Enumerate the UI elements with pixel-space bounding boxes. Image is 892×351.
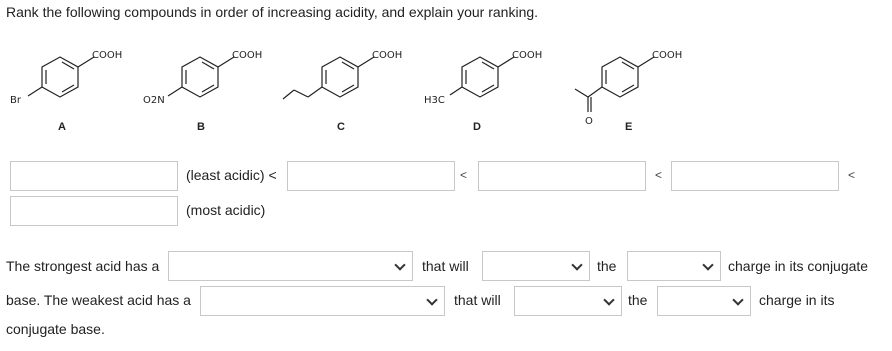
less-than-sign-3: < xyxy=(848,168,856,182)
chevron-down-icon xyxy=(702,259,713,270)
rank-box-2[interactable] xyxy=(287,161,455,191)
chevron-down-icon xyxy=(732,294,743,305)
compound-b-cooh: COOH xyxy=(232,50,263,61)
rank-box-3[interactable] xyxy=(478,161,646,191)
least-acidic-label: (least acidic) < xyxy=(186,167,277,183)
compound-c-structure xyxy=(283,57,374,99)
compound-d-letter: D xyxy=(473,121,481,133)
explanation-text-4: charge in its conjugate xyxy=(728,258,869,274)
chevron-down-icon xyxy=(571,259,582,270)
chevron-down-icon xyxy=(394,259,405,270)
compound-c-letter: C xyxy=(337,121,345,133)
chevron-down-icon xyxy=(603,294,614,305)
compound-d-structure xyxy=(450,57,514,97)
compound-a-structure xyxy=(28,57,94,97)
compound-a-letter: A xyxy=(58,121,66,133)
explanation-text-9: conjugate base. xyxy=(6,321,105,337)
compound-b-letter: B xyxy=(197,121,205,133)
chevron-down-icon xyxy=(426,294,437,305)
less-than-sign-1: < xyxy=(460,168,468,182)
compound-d-cooh: COOH xyxy=(512,50,543,61)
compound-e-structure xyxy=(575,57,654,112)
compound-e-cooh: COOH xyxy=(652,50,683,61)
less-than-sign-2: < xyxy=(655,168,663,182)
weakest-acid-charge-select[interactable] xyxy=(657,286,751,316)
compound-d-substituent: H3C xyxy=(424,95,445,106)
rank-box-5[interactable] xyxy=(10,196,178,226)
explanation-text-7: the xyxy=(628,292,648,308)
question-text: Rank the following compounds in order of increasing acidity, and explain your ranking. xyxy=(6,4,539,20)
rank-box-1[interactable] xyxy=(10,161,178,191)
explanation-text-2: that will xyxy=(422,258,469,274)
strongest-acid-feature-select[interactable] xyxy=(168,251,413,281)
compound-e-letter: E xyxy=(625,121,633,133)
compound-c-cooh: COOH xyxy=(372,50,403,61)
rank-box-4[interactable] xyxy=(671,161,839,191)
compound-a-cooh: COOH xyxy=(92,50,123,61)
explanation-text-5: base. The weakest acid has a xyxy=(6,292,191,308)
explanation-text-1: The strongest acid has a xyxy=(6,258,160,274)
weakest-acid-effect-select[interactable] xyxy=(514,286,622,316)
compound-e-oxygen: O xyxy=(585,116,593,127)
compound-a-substituent: Br xyxy=(10,95,21,106)
compounds-figure xyxy=(0,38,892,138)
compound-b-structure xyxy=(168,57,234,97)
strongest-acid-effect-select[interactable] xyxy=(482,251,590,281)
strongest-acid-charge-select[interactable] xyxy=(627,251,721,281)
compound-b-substituent: O2N xyxy=(143,95,165,106)
explanation-text-8: charge in its xyxy=(759,292,835,308)
weakest-acid-feature-select[interactable] xyxy=(200,286,445,316)
explanation-text-3: the xyxy=(597,258,617,274)
most-acidic-label: (most acidic) xyxy=(186,202,266,218)
explanation-text-6: that will xyxy=(454,292,501,308)
